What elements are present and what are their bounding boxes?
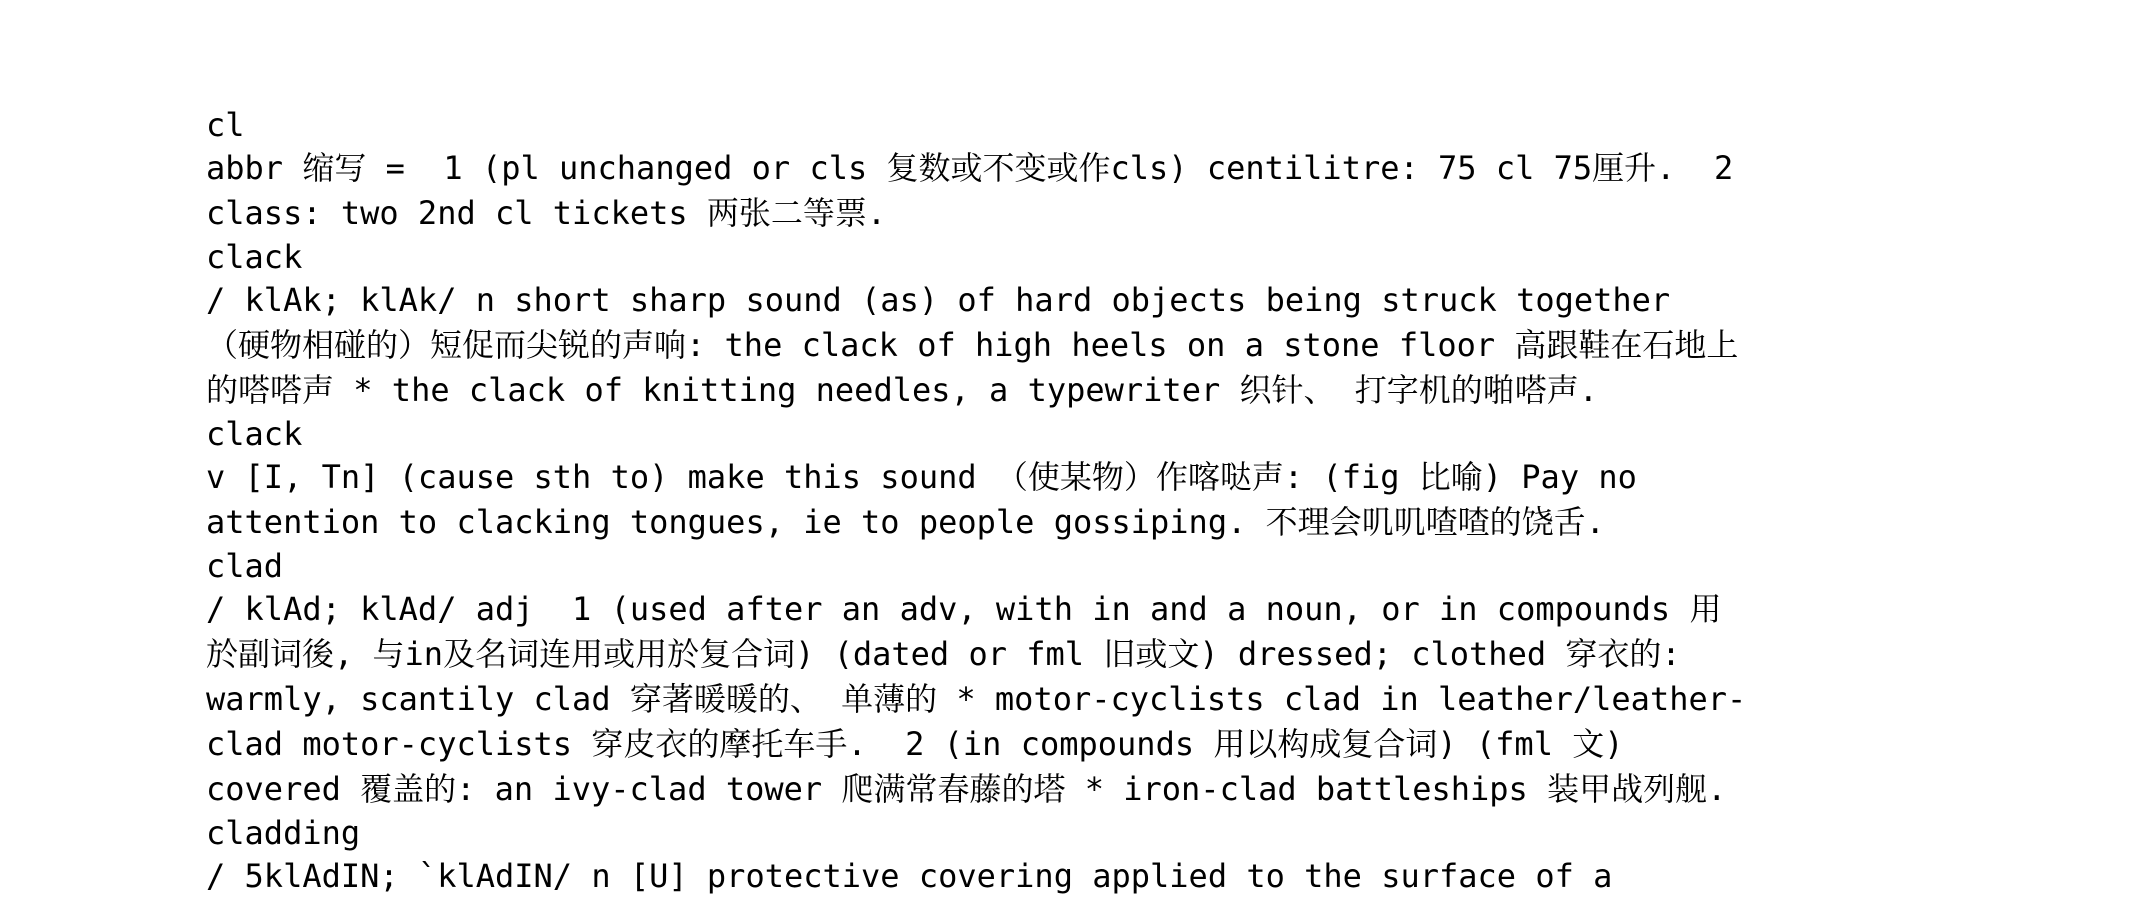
entry-definition-line: 的嗒嗒声 * the clack of knitting needles, a typewriter 织针、 打字机的啪嗒声.	[206, 371, 1599, 409]
entry-headword-clack-verb: clack	[206, 415, 303, 453]
entry-definition-line: 於副词後, 与in及名词连用或用於复合词) (dated or fml 旧或文) dressed; clothed 穿衣的:	[206, 635, 1681, 673]
entry-headword-clack-noun: clack	[206, 238, 303, 276]
entry-headword-cl: cl	[206, 106, 245, 144]
entry-headword-cladding: cladding	[206, 814, 361, 852]
entry-definition-line: covered 覆盖的: an ivy-clad tower 爬满常春藤的塔 * iron-clad battleships 装甲战列舰.	[206, 770, 1727, 808]
entry-definition-line: / 5klAdIN; `klAdIN/ n [U] protective covering applied to the surface of a	[206, 857, 1613, 895]
entry-definition-line: （硬物相碰的）短促而尖锐的声响: the clack of high heels on a stone floor 高跟鞋在石地上	[206, 326, 1739, 364]
entry-definition-line: warmly, scantily clad 穿著暖暖的、 单薄的 * motor-cyclists clad in leather/leather-	[206, 680, 1747, 718]
entry-definition-line: / klAk; klAk/ n short sharp sound (as) of hard objects being struck together	[206, 281, 1671, 319]
entry-headword-clad: clad	[206, 547, 284, 585]
entry-definition-line: / klAd; klAd/ adj 1 (used after an adv, with in and a noun, or in compounds 用	[206, 590, 1722, 628]
dictionary-entries	[206, 104, 2106, 899]
entry-definition-line: attention to clacking tongues, ie to people gossiping. 不理会叽叽喳喳的饶舌.	[206, 503, 1605, 541]
entry-definition-line: v [I, Tn] (cause sth to) make this sound （使某物）作喀哒声: (fig 比喻) Pay no	[206, 458, 1637, 496]
entry-definition-line: abbr 缩写 = 1 (pl unchanged or cls 复数或不变或作cls) centilitre: 75 cl 75厘升. 2	[206, 149, 1734, 187]
entry-definition-line: clad motor-cyclists 穿皮衣的摩托车手. 2 (in compounds 用以构成复合词) (fml 文)	[206, 725, 1624, 763]
entry-definition-line: class: two 2nd cl tickets 两张二等票.	[206, 194, 887, 232]
